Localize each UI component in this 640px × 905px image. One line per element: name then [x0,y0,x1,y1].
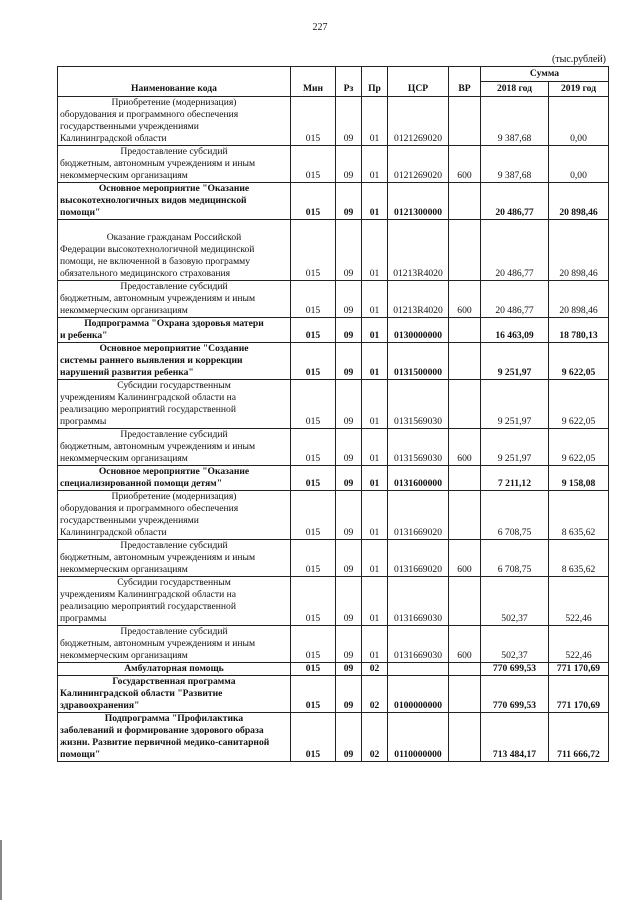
row-name-line: Приобретение (модернизация) [111,97,237,108]
row-name-line: Калининградской области "Развитие [60,688,223,699]
cell-rz: 09 [336,183,362,220]
cell-csr: 01213R4020 [388,281,449,318]
cell-vr: 600 [449,429,481,466]
cell-pr: 02 [362,663,388,676]
cell-y2019: 20 898,46 [549,281,609,318]
cell-y2019: 522,46 [549,577,609,626]
cell-pr: 01 [362,577,388,626]
row-name [58,713,291,762]
cell-rz: 09 [336,466,362,491]
row-name-line: Предоставление субсидий [120,281,228,292]
cell-pr: 01 [362,491,388,540]
row-name-line: Субсидии государственным [117,577,231,588]
row-name-line [60,220,288,232]
cell-y2018: 20 486,77 [481,281,549,318]
table-row [58,491,609,540]
cell-pr: 01 [362,626,388,663]
row-name-line: учреждениям Калининградской области на [60,589,237,600]
cell-y2018: 713 484,17 [481,713,549,762]
cell-rz: 09 [336,343,362,380]
row-name-line: Предоставление субсидий [120,626,228,637]
cell-vr [449,676,481,713]
cell-min: 015 [291,343,336,380]
cell-pr: 01 [362,281,388,318]
cell-min: 015 [291,380,336,429]
cell-csr: 0131569030 [388,429,449,466]
row-name [58,183,291,220]
row-name-line: программы [60,613,107,624]
cell-rz: 09 [336,380,362,429]
cell-y2019: 522,46 [549,626,609,663]
table-row [58,183,609,220]
row-name-line: государственными учреждениями [60,515,199,526]
row-name-line: некоммерческим организациям [60,305,188,316]
table-row [58,281,609,318]
row-name-line: Предоставление субсидий [120,429,228,440]
cell-y2019: 9 622,05 [549,343,609,380]
row-name-line: Подпрограмма "Охрана здоровья матери [84,318,264,329]
cell-csr: 0121269020 [388,97,449,146]
cell-y2018: 9 387,68 [481,146,549,183]
cell-csr: 01213R4020 [388,220,449,281]
cell-pr: 01 [362,540,388,577]
row-name [58,380,291,429]
cell-min: 015 [291,146,336,183]
cell-pr: 01 [362,466,388,491]
row-name [58,146,291,183]
row-name-line: заболеваний и формирование здорового образа [60,725,264,736]
cell-pr: 01 [362,146,388,183]
cell-vr: 600 [449,281,481,318]
cell-min: 015 [291,318,336,343]
table-row [58,676,609,713]
row-name-line: реализацию мероприятий государственной [60,601,236,612]
cell-rz: 09 [336,220,362,281]
cell-y2019: 0,00 [549,146,609,183]
row-name-line: Основное мероприятие "Создание [99,343,249,354]
cell-csr: 0131669030 [388,577,449,626]
header-csr: ЦСР [388,67,449,97]
row-name-line: здравоохранения" [60,700,140,711]
row-name-line: оборудования и программного обеспечения [60,109,239,120]
cell-vr: 600 [449,626,481,663]
cell-vr [449,663,481,676]
table-row [58,220,609,281]
cell-y2018: 9 251,97 [481,380,549,429]
cell-rz: 09 [336,318,362,343]
cell-y2018: 7 211,12 [481,466,549,491]
cell-y2019: 9 158,08 [549,466,609,491]
row-name-line: оборудования и программного обеспечения [60,503,239,514]
table-row [58,577,609,626]
row-name [58,577,291,626]
row-name [58,676,291,713]
row-name-line: бюджетным, автономным учреждениям и иным [60,638,256,649]
cell-csr: 0121269020 [388,146,449,183]
header-name: Наименование кода [58,67,291,97]
row-name-line: Приобретение (модернизация) [111,491,237,502]
budget-table [57,66,609,762]
cell-min: 015 [291,281,336,318]
cell-min: 015 [291,676,336,713]
cell-y2018: 20 486,77 [481,183,549,220]
cell-y2018: 770 699,53 [481,663,549,676]
row-name-line: реализацию мероприятий государственной [60,404,236,415]
row-name-line: Федерации высокотехнологичной медицинской [60,244,255,255]
table-body [58,97,609,762]
cell-rz: 09 [336,97,362,146]
cell-rz: 09 [336,491,362,540]
cell-y2018: 9 251,97 [481,343,549,380]
table-row [58,713,609,762]
cell-min: 015 [291,466,336,491]
row-name-line: учреждениям Калининградской области на [60,392,237,403]
row-name-line: Основное мероприятие "Оказание [98,466,250,477]
row-name-line: обязательного медицинского страхования [60,268,231,279]
cell-vr [449,220,481,281]
row-name-line: системы раннего выявления и коррекции [60,355,243,366]
cell-rz: 09 [336,429,362,466]
cell-csr: 0131669020 [388,540,449,577]
table-row [58,318,609,343]
cell-y2019: 771 170,69 [549,663,609,676]
row-name [58,540,291,577]
cell-y2018: 20 486,77 [481,220,549,281]
cell-y2018: 9 387,68 [481,97,549,146]
cell-y2019: 20 898,46 [549,183,609,220]
row-name-line: Калининградской области [60,527,167,538]
cell-y2019: 20 898,46 [549,220,609,281]
cell-csr: 0131669030 [388,626,449,663]
cell-vr: 600 [449,540,481,577]
units-label: (тыс.рублей) [551,54,606,65]
cell-csr: 0131500000 [388,343,449,380]
cell-vr [449,491,481,540]
row-name-line: и ребенка" [60,330,108,341]
header-2018: 2018 год [481,82,549,97]
row-name-line: Основное мероприятие "Оказание [98,183,250,194]
cell-rz: 09 [336,540,362,577]
cell-y2018: 6 708,75 [481,491,549,540]
cell-min: 015 [291,663,336,676]
cell-y2018: 502,37 [481,577,549,626]
cell-csr: 0131600000 [388,466,449,491]
table-row [58,380,609,429]
row-name-line: некоммерческим организациям [60,453,188,464]
table-row [58,146,609,183]
row-name-line: Предоставление субсидий [120,146,228,157]
cell-y2018: 770 699,53 [481,676,549,713]
row-name [58,626,291,663]
cell-csr: 0121300000 [388,183,449,220]
header-pr: Пр [362,67,388,97]
cell-pr: 01 [362,183,388,220]
cell-pr: 01 [362,220,388,281]
row-name-line: Оказание гражданам Российской [106,232,242,243]
table-row [58,466,609,491]
header-sum: Сумма [481,67,609,82]
cell-pr: 02 [362,676,388,713]
row-name-line: бюджетным, автономным учреждениям и иным [60,552,256,563]
row-name [58,429,291,466]
row-name-line: Предоставление субсидий [120,540,228,551]
cell-y2018: 6 708,75 [481,540,549,577]
cell-pr: 01 [362,380,388,429]
cell-rz: 09 [336,676,362,713]
table-row [58,97,609,146]
cell-y2019: 9 622,05 [549,380,609,429]
cell-vr [449,343,481,380]
cell-y2018: 16 463,09 [481,318,549,343]
row-name [58,220,291,281]
row-name-line: помощи" [60,207,101,218]
cell-csr: 0100000000 [388,676,449,713]
header-rz: Рз [336,67,362,97]
cell-csr: 0130000000 [388,318,449,343]
cell-min: 015 [291,429,336,466]
cell-y2019: 8 635,62 [549,540,609,577]
cell-vr [449,183,481,220]
cell-y2019: 9 622,05 [549,429,609,466]
cell-min: 015 [291,713,336,762]
row-name-line: Субсидии государственным [117,380,231,391]
cell-min: 015 [291,220,336,281]
row-name-line: бюджетным, автономным учреждениям и иным [60,441,256,452]
row-name-line: специализированной помощи детям" [60,478,223,489]
row-name-line: некоммерческим организациям [60,170,188,181]
cell-y2019: 711 666,72 [549,713,609,762]
cell-y2019: 18 780,13 [549,318,609,343]
row-name [58,663,291,676]
header-min: Мин [291,67,336,97]
cell-vr [449,97,481,146]
cell-min: 015 [291,491,336,540]
cell-pr: 01 [362,429,388,466]
row-name-line: Государственная программа [112,676,236,687]
cell-csr: 0131669020 [388,491,449,540]
table-row [58,626,609,663]
cell-pr: 02 [362,713,388,762]
cell-y2019: 0,00 [549,97,609,146]
row-name [58,466,291,491]
header-vr: ВР [449,67,481,97]
row-name [58,343,291,380]
cell-y2018: 9 251,97 [481,429,549,466]
row-name-line: Подпрограмма "Профилактика [104,713,244,724]
table-row [58,343,609,380]
row-name-line: некоммерческим организациям [60,650,188,661]
cell-rz: 09 [336,281,362,318]
cell-pr: 01 [362,97,388,146]
cell-y2019: 8 635,62 [549,491,609,540]
cell-y2018: 502,37 [481,626,549,663]
row-name-line: Амбулаторная помощь [124,663,224,674]
row-name [58,318,291,343]
cell-vr: 600 [449,146,481,183]
cell-rz: 09 [336,577,362,626]
scan-edge-mark [0,840,2,900]
cell-vr [449,713,481,762]
row-name-line: нарушений развития ребенка" [60,367,194,378]
cell-min: 015 [291,97,336,146]
cell-vr [449,380,481,429]
row-name [58,97,291,146]
cell-csr [388,663,449,676]
cell-y2019: 771 170,69 [549,676,609,713]
cell-vr [449,466,481,491]
cell-vr [449,318,481,343]
row-name-line: государственными учреждениями [60,121,199,132]
cell-min: 015 [291,540,336,577]
row-name-line: высокотехнологичных видов медицинской [60,195,247,206]
row-name [58,281,291,318]
row-name-line: бюджетным, автономным учреждениям и иным [60,158,256,169]
cell-rz: 09 [336,626,362,663]
row-name-line: Калининградской области [60,133,167,144]
cell-rz: 09 [336,146,362,183]
cell-rz: 09 [336,663,362,676]
table-row [58,429,609,466]
row-name-line: помощи" [60,749,101,760]
cell-csr: 0131569030 [388,380,449,429]
cell-pr: 01 [362,318,388,343]
row-name-line: помощи, не включенной в базовую программу [60,256,251,267]
table-row [58,540,609,577]
cell-vr [449,577,481,626]
cell-min: 015 [291,183,336,220]
cell-rz: 09 [336,713,362,762]
cell-min: 015 [291,577,336,626]
page-number: 227 [312,22,328,33]
row-name-line: жизни. Развитие первичной медико-санитарной [60,737,270,748]
cell-pr: 01 [362,343,388,380]
row-name-line: программы [60,416,107,427]
cell-csr: 0110000000 [388,713,449,762]
row-name [58,491,291,540]
table-row [58,663,609,676]
row-name-line: бюджетным, автономным учреждениям и иным [60,293,256,304]
cell-min: 015 [291,626,336,663]
row-name-line: некоммерческим организациям [60,564,188,575]
header-2019: 2019 год [549,82,609,97]
